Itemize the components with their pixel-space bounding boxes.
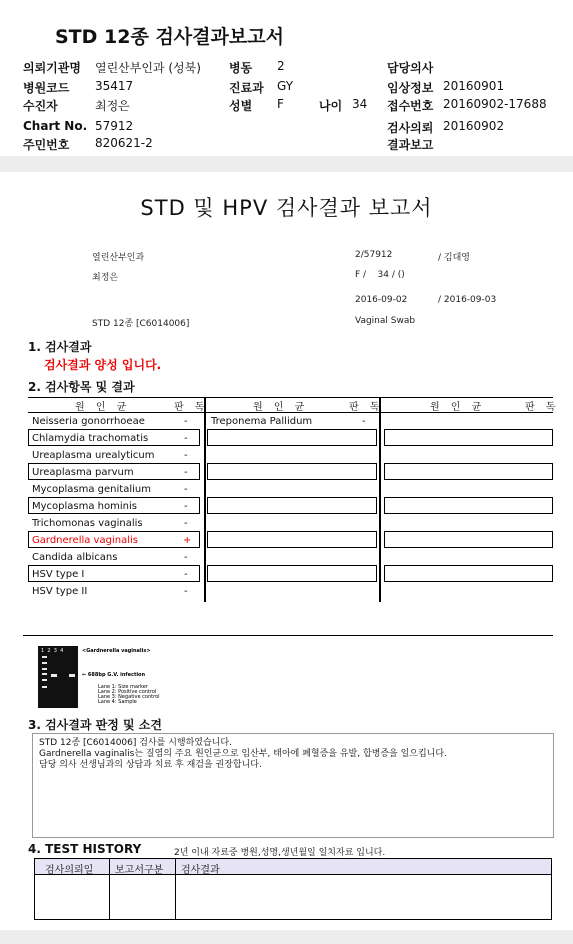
resident-no-label: 주민번호 bbox=[23, 138, 70, 152]
empty-row-box bbox=[207, 565, 377, 582]
empty-row-box bbox=[207, 429, 377, 446]
marker-band bbox=[42, 656, 47, 658]
organism-result: - bbox=[184, 484, 188, 495]
col2-judgement-header: 판 독 bbox=[349, 402, 384, 413]
grid-divider-2 bbox=[379, 397, 381, 602]
institution-value: 열린산부인과 (성북) bbox=[95, 61, 201, 75]
organism-result: - bbox=[184, 552, 188, 563]
receipt-no-label: 접수번호 bbox=[387, 99, 434, 113]
organism-name: HSV type I bbox=[32, 569, 85, 580]
department-label: 진료과 bbox=[229, 81, 264, 95]
sex-value: F bbox=[277, 97, 284, 111]
history-header-type: 보고서구분 bbox=[115, 865, 164, 876]
receipt-no-value: 20160902-17688 bbox=[443, 97, 547, 111]
empty-row-box bbox=[207, 531, 377, 548]
summary-page bbox=[0, 0, 573, 156]
history-col-divider bbox=[109, 859, 110, 919]
organism-name: Mycoplasma hominis bbox=[32, 501, 137, 512]
section-separator bbox=[23, 635, 553, 636]
organism-name: Candida albicans bbox=[32, 552, 118, 563]
organism-result: - bbox=[184, 433, 188, 444]
organism-result: - bbox=[184, 518, 188, 529]
report-label: 결과보고 bbox=[387, 138, 434, 152]
organism-result: - bbox=[184, 450, 188, 461]
clinical-info-label: 임상정보 bbox=[387, 81, 434, 95]
gel-legend-line: Lane 4: Sample bbox=[98, 699, 137, 705]
chart-no-value: 57912 bbox=[95, 119, 134, 133]
organism-name: Ureaplasma urealyticum bbox=[32, 450, 155, 461]
info-physician: / 김대영 bbox=[438, 253, 470, 263]
empty-row-box bbox=[384, 429, 553, 446]
empty-row-box bbox=[384, 497, 553, 514]
organism-name: HSV type II bbox=[32, 586, 88, 597]
info-specimen: Vaginal Swab bbox=[355, 316, 416, 326]
institution-label: 의뢰기관명 bbox=[23, 61, 81, 75]
info-sex-age: F / 34 / () bbox=[355, 270, 405, 280]
col2-organism-header: 원 인 균 bbox=[253, 402, 309, 413]
gel-legend-line: Lane 3: Negative control bbox=[98, 694, 160, 700]
doctor-label: 담당의사 bbox=[387, 61, 434, 75]
request-date-label: 검사의뢰 bbox=[387, 121, 434, 135]
organism-name: Trichomonas vaginalis bbox=[32, 518, 143, 529]
history-header-date: 검사의뢰일 bbox=[45, 865, 94, 876]
gel-band-label: ← 688bp G.V. infection bbox=[82, 672, 146, 678]
opinion-line: Gardnerella vaginalis는 질염의 주요 원인균으로 임산부, 태아에 폐혈증을 유발, 합병증을 일으킵니다. bbox=[39, 749, 447, 759]
col3-organism-header: 원 인 균 bbox=[430, 402, 486, 413]
col1-organism-header: 원 인 균 bbox=[75, 402, 131, 413]
empty-row-box bbox=[207, 497, 377, 514]
organism-result: - bbox=[184, 416, 188, 427]
history-col-divider bbox=[175, 859, 176, 919]
empty-row-box bbox=[384, 463, 553, 480]
organism-result: - bbox=[184, 586, 188, 597]
empty-row-box bbox=[384, 531, 553, 548]
ward-label: 병동 bbox=[229, 61, 253, 75]
history-table bbox=[34, 858, 552, 920]
marker-band bbox=[42, 679, 47, 681]
organism-result: - bbox=[184, 467, 188, 478]
organism-name: Mycoplasma genitalium bbox=[32, 484, 151, 495]
positive-control-band bbox=[51, 674, 57, 677]
report-page-title: STD 및 HPV 검사결과 보고서 bbox=[140, 196, 433, 220]
report-title: STD 12종 검사결과보고서 bbox=[55, 26, 284, 48]
info-id: 2/57912 bbox=[355, 250, 393, 260]
request-date-value: 20160902 bbox=[443, 119, 505, 133]
resident-no-value: 820621-2 bbox=[95, 136, 153, 150]
organism-name: Treponema Pallidum bbox=[211, 416, 313, 427]
chart-no-label: Chart No. bbox=[23, 119, 88, 133]
age-value: 34 bbox=[352, 97, 368, 111]
hospital-code-value: 35417 bbox=[95, 79, 134, 93]
marker-band bbox=[42, 662, 47, 664]
gel-lane-numbers: 1 2 3 4 bbox=[41, 648, 64, 654]
empty-row-box bbox=[207, 463, 377, 480]
organism-name: Chlamydia trachomatis bbox=[32, 433, 149, 444]
history-header-result: 검사결과 bbox=[181, 865, 220, 876]
col1-judgement-header: 판 독 bbox=[174, 402, 209, 413]
section1-title: 1. 검사결과 bbox=[28, 340, 92, 354]
section2-title: 2. 검사항목 및 결과 bbox=[28, 380, 135, 394]
gel-panel bbox=[38, 646, 78, 708]
patient-value: 최정은 bbox=[95, 99, 130, 113]
marker-band bbox=[42, 686, 47, 688]
hospital-code-label: 병원코드 bbox=[23, 81, 70, 95]
col3-judgement-header: 판 독 bbox=[525, 402, 560, 413]
sex-label: 성별 bbox=[229, 99, 253, 113]
gel-title: <Gardnerella vaginalis> bbox=[82, 648, 151, 654]
history-header-row bbox=[35, 859, 551, 875]
patient-label: 수진자 bbox=[23, 99, 58, 113]
department-value: GY bbox=[277, 79, 294, 93]
organism-result-positive: + bbox=[183, 535, 192, 546]
organism-name-positive: Gardnerella vaginalis bbox=[32, 535, 138, 546]
organism-result: - bbox=[184, 501, 188, 512]
info-patient: 최정은 bbox=[92, 273, 119, 283]
opinion-line: 담당 의사 선생님과의 상담과 치료 후 재검을 권장합니다. bbox=[39, 760, 262, 770]
sample-band bbox=[69, 674, 75, 677]
info-date-to: / 2016-09-03 bbox=[438, 295, 497, 305]
marker-band bbox=[42, 668, 47, 670]
organism-name: Ureaplasma parvum bbox=[32, 467, 134, 478]
organism-result: - bbox=[362, 416, 366, 427]
report-page bbox=[0, 172, 573, 930]
empty-row-box bbox=[384, 565, 553, 582]
gel-legend-line: Lane 1: Size marker bbox=[98, 684, 148, 690]
info-test: STD 12종 [C6014006] bbox=[92, 319, 190, 329]
info-date-from: 2016-09-02 bbox=[355, 295, 408, 305]
organism-result: - bbox=[184, 569, 188, 580]
history-note: 2년 이내 자료중 병원,성명,생년월일 일치자료 입니다. bbox=[174, 848, 386, 858]
clinical-info-value: 20160901 bbox=[443, 79, 505, 93]
organism-name: Neisseria gonorrhoeae bbox=[32, 416, 145, 427]
result-positive-text: 검사결과 양성 입니다. bbox=[44, 358, 162, 372]
opinion-line: STD 12종 [C6014006] 검사를 시행하였습니다. bbox=[39, 738, 232, 748]
info-clinic: 열린산부인과 bbox=[92, 253, 145, 263]
gel-image bbox=[38, 646, 193, 708]
section3-title: 3. 검사결과 판정 및 소견 bbox=[28, 718, 162, 732]
marker-band bbox=[42, 673, 47, 675]
grid-divider-1 bbox=[204, 397, 206, 602]
section4-title: 4. TEST HISTORY bbox=[28, 842, 142, 856]
opinion-box bbox=[32, 733, 554, 838]
gel-legend-line: Lane 2: Positive control bbox=[98, 689, 157, 695]
age-label: 나이 bbox=[319, 99, 343, 113]
ward-value: 2 bbox=[277, 59, 285, 73]
